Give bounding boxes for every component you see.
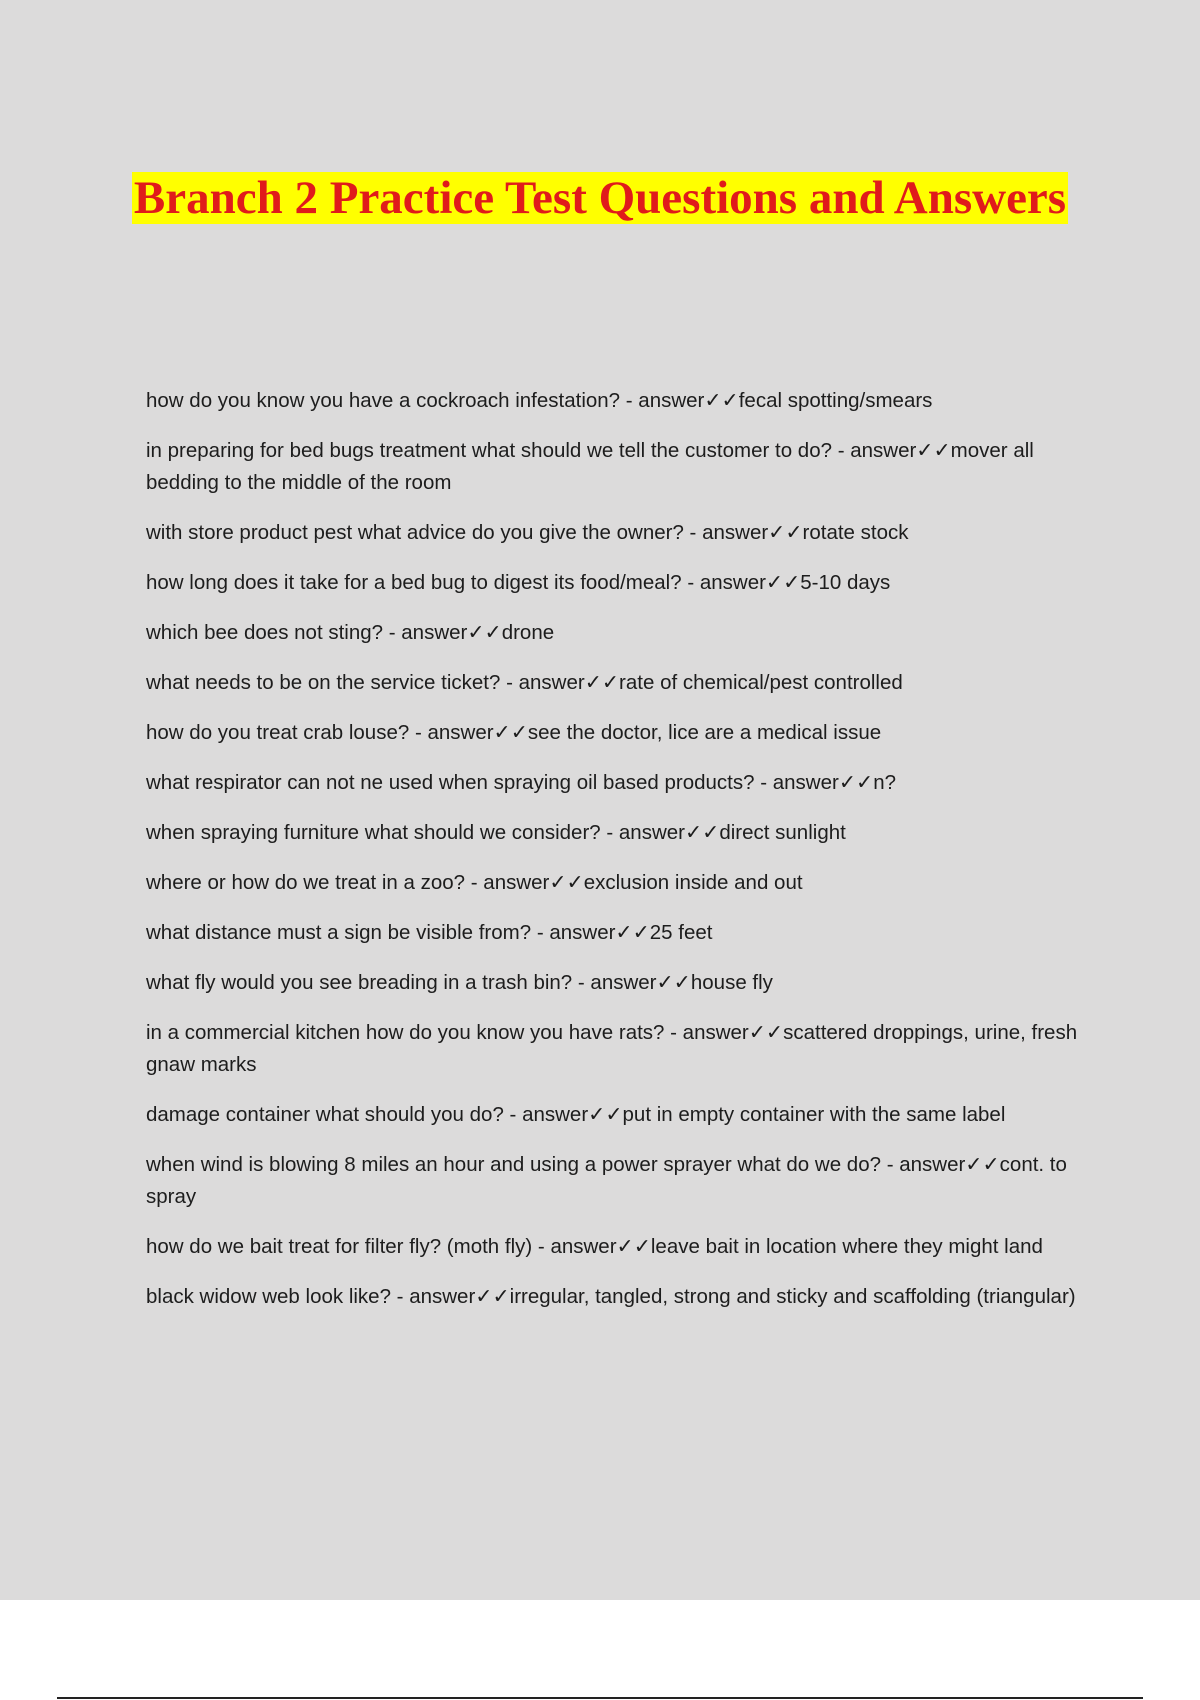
qa-item: what fly would you see breading in a trash bin? - answer✓✓house fly [146, 971, 773, 994]
qa-item: how do we bait treat for filter fly? (moth fly) - answer✓✓leave bait in location where they might land [146, 1235, 1043, 1258]
qa-item: where or how do we treat in a zoo? - answer✓✓exclusion inside and out [146, 871, 803, 894]
qa-item: in preparing for bed bugs treatment what should we tell the customer to do? - answer✓✓mover all bedding to the middle of the room [146, 439, 1034, 494]
qa-item: damage container what should you do? - answer✓✓put in empty container with the same label [146, 1103, 1006, 1126]
qa-item: what respirator can not ne used when spraying oil based products? - answer✓✓n? [146, 771, 896, 794]
document-title-text: Branch 2 Practice Test Questions and Answers [133, 172, 1067, 224]
qa-item: when spraying furniture what should we consider? - answer✓✓direct sunlight [146, 821, 846, 844]
qa-item: what needs to be on the service ticket? - answer✓✓rate of chemical/pest controlled [146, 671, 903, 694]
qa-item: with store product pest what advice do you give the owner? - answer✓✓rotate stock [146, 521, 909, 544]
qa-item: which bee does not sting? - answer✓✓drone [146, 621, 555, 644]
qa-item: what distance must a sign be visible from? - answer✓✓25 feet [146, 921, 713, 944]
qa-item: how do you treat crab louse? - answer✓✓see the doctor, lice are a medical issue [146, 721, 882, 744]
qa-item: how do you know you have a cockroach infestation? - answer✓✓fecal spotting/smears [146, 389, 933, 412]
qa-item: when wind is blowing 8 miles an hour and using a power sprayer what do we do? - answer✓✓cont. to spray [146, 1153, 1067, 1208]
bottom-divider [57, 1697, 1143, 1699]
qa-item: black widow web look like? - answer✓✓irregular, tangled, strong and sticky and scaffolding (triangular) [146, 1285, 1076, 1308]
qa-list [146, 385, 1096, 1331]
qa-item: in a commercial kitchen how do you know you have rats? - answer✓✓scattered droppings, urine, fresh gnaw marks [146, 1021, 1078, 1076]
qa-item: how long does it take for a bed bug to digest its food/meal? - answer✓✓5-10 days [146, 571, 891, 594]
document-title [0, 168, 1200, 229]
